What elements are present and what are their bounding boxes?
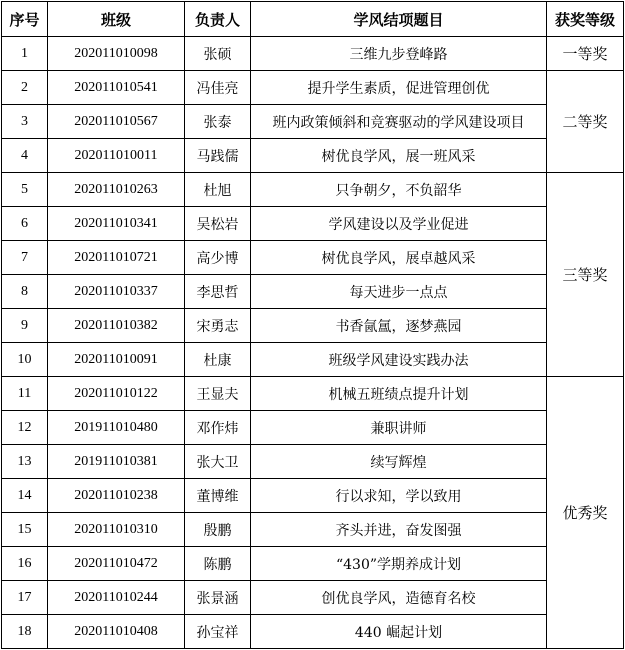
row-owner: 宋勇志 <box>185 309 251 343</box>
table-row <box>2 445 624 479</box>
row-no: 15 <box>2 513 48 547</box>
header-prize: 获奖等级 <box>547 2 624 37</box>
table-row <box>2 105 624 139</box>
row-class: 202011010310 <box>48 513 185 547</box>
header-row <box>2 2 624 37</box>
row-no: 2 <box>2 71 48 105</box>
row-no: 1 <box>2 37 48 71</box>
table-row <box>2 37 624 71</box>
row-title: 440 崛起计划 <box>251 615 547 649</box>
table-row <box>2 173 624 207</box>
row-owner: 冯佳亮 <box>185 71 251 105</box>
row-title: 只争朝夕，不负韶华 <box>251 173 547 207</box>
row-class: 202011010238 <box>48 479 185 513</box>
row-class: 202011010263 <box>48 173 185 207</box>
row-owner: 吴松岩 <box>185 207 251 241</box>
row-class: 202011010122 <box>48 377 185 411</box>
table-row <box>2 309 624 343</box>
prize-second: 二等奖 <box>547 71 624 173</box>
row-title: 班级学风建设实践办法 <box>251 343 547 377</box>
row-title: 树优良学风，展一班风采 <box>251 139 547 173</box>
row-owner: 杜康 <box>185 343 251 377</box>
row-class: 202011010382 <box>48 309 185 343</box>
row-no: 13 <box>2 445 48 479</box>
row-class: 202011010337 <box>48 275 185 309</box>
row-title: 三维九步登峰路 <box>251 37 547 71</box>
row-title: 机械五班绩点提升计划 <box>251 377 547 411</box>
row-owner: 张泰 <box>185 105 251 139</box>
header-no: 序号 <box>2 2 48 37</box>
table-row <box>2 479 624 513</box>
row-no: 17 <box>2 581 48 615</box>
row-owner: 董博维 <box>185 479 251 513</box>
row-no: 8 <box>2 275 48 309</box>
row-title: 续写辉煌 <box>251 445 547 479</box>
row-no: 5 <box>2 173 48 207</box>
table-row <box>2 615 624 649</box>
row-no: 10 <box>2 343 48 377</box>
table-row <box>2 377 624 411</box>
prize-third: 三等奖 <box>547 173 624 377</box>
row-owner: 杜旭 <box>185 173 251 207</box>
row-owner: 李思哲 <box>185 275 251 309</box>
awards-table <box>1 1 624 649</box>
row-title: 书香氤氲，逐梦燕园 <box>251 309 547 343</box>
table-row <box>2 411 624 445</box>
row-class: 202011010341 <box>48 207 185 241</box>
row-class: 202011010472 <box>48 547 185 581</box>
prize-first: 一等奖 <box>547 37 624 71</box>
row-class: 201911010381 <box>48 445 185 479</box>
row-title: 每天进步一点点 <box>251 275 547 309</box>
row-class: 202011010098 <box>48 37 185 71</box>
row-title: 学风建设以及学业促进 <box>251 207 547 241</box>
row-title: 创优良学风，造德育名校 <box>251 581 547 615</box>
table-row <box>2 207 624 241</box>
row-no: 14 <box>2 479 48 513</box>
table-row <box>2 581 624 615</box>
row-class: 202011010244 <box>48 581 185 615</box>
row-no: 12 <box>2 411 48 445</box>
row-no: 3 <box>2 105 48 139</box>
row-title: 提升学生素质，促进管理创优 <box>251 71 547 105</box>
row-owner: 张景涵 <box>185 581 251 615</box>
row-title: 树优良学风，展卓越风采 <box>251 241 547 275</box>
row-owner: 张大卫 <box>185 445 251 479</box>
table-row <box>2 343 624 377</box>
row-owner: 陈鹏 <box>185 547 251 581</box>
row-class: 201911010480 <box>48 411 185 445</box>
prize-excellent: 优秀奖 <box>547 377 624 649</box>
row-class: 202011010721 <box>48 241 185 275</box>
row-no: 4 <box>2 139 48 173</box>
row-owner: 高少博 <box>185 241 251 275</box>
row-title: 兼职讲师 <box>251 411 547 445</box>
row-no: 7 <box>2 241 48 275</box>
row-title: 班内政策倾斜和竞赛驱动的学风建设项目 <box>251 105 547 139</box>
table-row <box>2 139 624 173</box>
row-class: 202011010541 <box>48 71 185 105</box>
row-title: “430”学期养成计划 <box>251 547 547 581</box>
row-class: 202011010091 <box>48 343 185 377</box>
row-class: 202011010408 <box>48 615 185 649</box>
row-title: 行以求知，学以致用 <box>251 479 547 513</box>
row-no: 16 <box>2 547 48 581</box>
row-owner: 邓作炜 <box>185 411 251 445</box>
row-class: 202011010567 <box>48 105 185 139</box>
table-row <box>2 513 624 547</box>
row-title: 齐头并进，奋发图强 <box>251 513 547 547</box>
row-owner: 殷鹏 <box>185 513 251 547</box>
row-no: 9 <box>2 309 48 343</box>
row-owner: 张硕 <box>185 37 251 71</box>
header-title: 学风结项题目 <box>251 2 547 37</box>
row-no: 18 <box>2 615 48 649</box>
row-owner: 王显夫 <box>185 377 251 411</box>
header-class: 班级 <box>48 2 185 37</box>
row-owner: 孙宝祥 <box>185 615 251 649</box>
header-owner: 负责人 <box>185 2 251 37</box>
row-owner: 马践儒 <box>185 139 251 173</box>
table-row <box>2 71 624 105</box>
table-row <box>2 241 624 275</box>
table-row <box>2 275 624 309</box>
row-no: 6 <box>2 207 48 241</box>
row-no: 11 <box>2 377 48 411</box>
row-class: 202011010011 <box>48 139 185 173</box>
table-row <box>2 547 624 581</box>
